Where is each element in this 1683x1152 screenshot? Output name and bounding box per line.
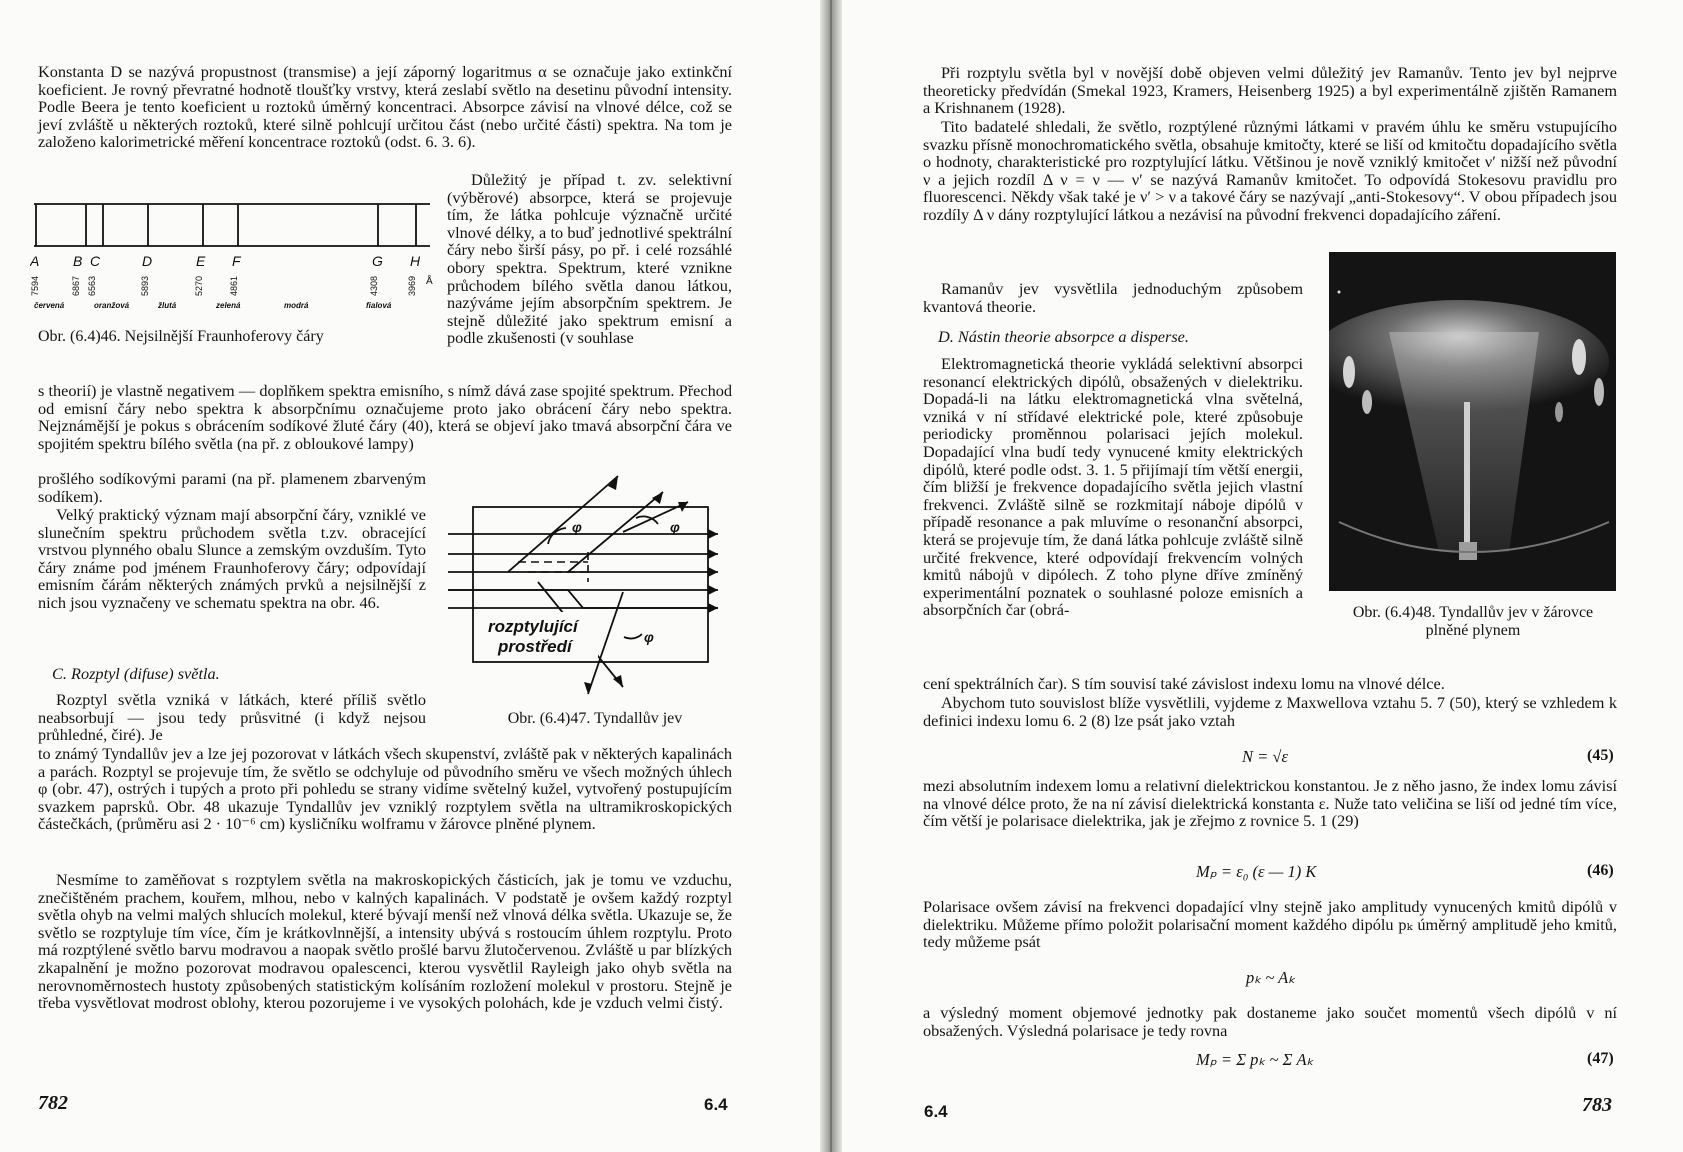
figure-48-caption: Obr. (6.4)48. Tyndallův jev v žárovce plněné plynem [1352, 604, 1594, 639]
fig46-wavelength-a: 7594 [30, 275, 40, 296]
equation-46-number: (46) [1587, 862, 1614, 879]
fig46-wavelength-b: 6867 [71, 275, 81, 296]
left-paragraph-4: prošlého sodíkovými parami (na př. plamenem zbarveným sodíkem). [38, 469, 426, 506]
figure-47-tyndall-diagram [448, 472, 728, 704]
right-paragraph-1: Při rozptylu světla byl v novější době objeven velmi důležitý jev Ramanův. Tento jev byl nejprve theoreticky předvídán (Smekal 1923, Kramers, Heisenberg 1925) a byl experimentálně zjištěn Ramanem a Krishnanem (1928). [923, 63, 1617, 118]
heading-c-scattering: C. Rozptyl (difuse) světla. [52, 664, 220, 683]
fig47-phi-3: φ [644, 629, 654, 645]
fig46-wavelength-d: 5893 [140, 275, 150, 296]
fig46-letter-c: C [90, 253, 101, 269]
equation-pk-ak: pₖ ~ Aₖ [1246, 968, 1296, 987]
left-paragraph-6: Rozptyl světla vzniká v látkách, které příliš světlo neabsorbují — jsou tedy průsvitné (i když nejsou průhledné, čiré). Je [38, 690, 426, 745]
fig47-phi-2: φ [670, 519, 680, 535]
fig47-label-line2: prostředí [498, 637, 572, 656]
left-paragraph-1: Konstanta D se nazývá propustnost (transmise) a její záporný logaritmus α se označuje jako extinkční koeficient. Je rovný převratné hodnotě tloušťky vrstvy, která zeslabí světlo na desetinu původní intensity. Podle Beera je tento koeficient u roztoků úměrný koncentraci. Absorpce závisí na vlnové délce, což se jeví zvláště u některých roztoků, které silně pohlcují určitou část (nebo určité části) spektra. Na tom je založeno kalorimetrické měření koncentrace roztoků (odst. 6. 3. 6). [38, 62, 732, 152]
right-paragraph-5: cení spektrálních čar). S tím souvisí také závislost indexu lomu na vlnové délce. [923, 674, 1445, 693]
right-page-number: 783 [1582, 1094, 1612, 1116]
right-section-number: 6.4 [924, 1102, 948, 1121]
fig46-letter-d: D [142, 253, 153, 269]
left-section-number: 6.4 [704, 1095, 728, 1114]
fig46-color-orange: oranžová [94, 301, 130, 310]
fig46-letter-a: A [30, 253, 40, 269]
fig46-color-blue: modrá [284, 301, 309, 310]
equation-47: Mₚ = Σ pₖ ~ Σ Aₖ [1196, 1050, 1314, 1069]
right-page [842, 0, 1683, 1152]
fig46-color-green: zelená [216, 301, 241, 310]
figure-46-fraunhofer-lines [30, 200, 440, 312]
fig46-color-yellow: žlutá [158, 301, 177, 310]
right-paragraph-4: Elektromagnetická theorie vykládá selektivní absorpci resonancí elektrických dipólů, obsažených v dielektriku. Dopadá-li na látku elektromagnetická vlna světelná, vzniká v ní střídavé elektrické pole, které způsobuje periodicky proměnnou polarisaci jejích molekul. Dopadající vlna budí tedy vynucené kmity elektrických dipólů, které podle odst. 3. 1. 5 přijímají tím větší energii, čím bližší je frekvence dopadajícího světla jejich vlastní frekvenci. Zvláště silně se rozkmitají náboje dipólů v případě resonance a pak mluvíme o resonanční absorpci, která se projevuje tím, že daná látka pohlcuje zvláště silně určité frekvence, které odpovídají frekvencím volných kmitů nábojů v dipólech. Z toho plyne dříve zmíněný experimentální poznatek o souhlasné poloze emisních a absorpčních čar (obrá- [923, 354, 1303, 620]
fig46-letter-h: H [410, 253, 421, 269]
fig46-wavelength-e: 5270 [194, 275, 204, 296]
figure-46-caption: Obr. (6.4)46. Nejsilnější Fraunhoferovy čáry [38, 328, 324, 345]
right-paragraph-9: a výsledný moment objemové jednotky pak dostaneme jako součet momentů všech dipólů v ní obsažených. Výsledná polarisace je tedy rovna [923, 1003, 1617, 1040]
right-paragraph-8: Polarisace ovšem závisí na frekvenci dopadající vlny stejně jako amplitudy vynucených kmitů dipólů v dielektriku. Můžeme přímo položit polarisační moment každého dipólu pₖ úměrný amplitudě jeho kmitů, tedy můžeme psát [923, 897, 1617, 952]
fig46-wavelength-f: 4861 [229, 275, 239, 296]
right-paragraph-3: Ramanův jev vysvětlila jednoduchým způsobem kvantová theorie. [923, 279, 1303, 316]
fig47-label-line1: rozptylující [488, 617, 578, 636]
figure-48-photo-gas-filled-bulb [1329, 252, 1616, 591]
equation-46: Mₚ = ε₀ (ε — 1) K [1196, 862, 1317, 881]
book-gutter [820, 0, 842, 1152]
left-page [0, 0, 820, 1152]
left-paragraph-5: Velký praktický význam mají absorpční čáry, vzniklé ve slunečním spektru průchodem světla t.zv. obracející vrstvou plynného obalu Slunce a zemským ovzduším. Tyto čáry známe pod jménem Fraunhoferovy čáry; odpovídají emisním čárám některých známých prvků a nejsilnější z nich jsou vyznačeny ve schematu spektra na obr. 46. [38, 505, 426, 612]
fig46-wavelength-g: 4308 [369, 275, 379, 296]
left-paragraph-8: Nesmíme to zaměňovat s rozptylem světla na makroskopických částicích, jak je tomu ve vzduchu, znečištěném prachem, kouřem, mlhou, nebo v kalných kapalinách. V podstatě je ovšem každý rozptyl světla ohyb na velmi malých shlucích molekul, které bývají menší než vlnová délka světla. Ukazuje se, že světlo se rozptyluje tím více, čím je krátkovlnnější, a intensity ubývá s rostoucím úhlem rozptylu. Proto má rozptýlené světlo barvu modravou a naopak světlo prošlé barvu žlutočervenou. Zvláště u par blízkých zkapalnění je možno pozorovat modravou opalescenci, kterou vysvětlil Rayleigh jako ohyb světla na nerovnoměrnostech hustoty způsobených statistickým kolísáním rozložení molekul v prostoru. Stejně je třeba vysvětlovat modrost oblohy, kterou pozorujeme i ve vysokých polohách, kde je vzduch velmi čistý. [38, 870, 732, 1013]
fig46-color-violet: fialová [366, 301, 392, 310]
heading-d-theory: D. Nástin theorie absorpce a disperse. [938, 327, 1189, 346]
figure-47-caption: Obr. (6.4)47. Tyndallův jev [507, 710, 683, 727]
right-paragraph-7: mezi absolutním indexem lomu a relativní dielektrickou konstantou. Je z něho jasno, že index lomu závisí na vlnové délce proto, že na ní závisí dielektrická konstanta ε. Nuže tato veličina se liší od jedné tím více, čím větší je polarisace dielektrika, jak je zřejmo z rovnice 5. 1 (29) [923, 776, 1617, 831]
left-paragraph-7: to známý Tyndallův jev a lze jej pozorovat v látkách všech skupenství, zvláště pak v některých kapalinách a parách. Rozptyl se projevuje tím, že světlo se odchyluje od původního směru ve všech možných úhlech φ (obr. 47), ostrých i tupých a proto při pohledu se strany vidíme světelný kužel, vytvořený postupujícím svazkem paprsků. Obr. 48 ukazuje Tyndallův jev vzniklý rozptylem světla na ultramikroskopických částečkách, (průměru asi 2 · 10⁻⁶ cm) kysličníku wolframu v žárovce plněné plynem. [38, 744, 732, 834]
fig46-color-red: červená [34, 301, 65, 310]
equation-45: N = √ε [1242, 747, 1288, 766]
left-paragraph-3: s theorií) je vlastně negativem — doplňkem spektra emisního, s nímž dává zase spojité spektrum. Přechod od emisní čáry nebo spektra k absorpčnímu označujeme proto jako obrácení čáry nebo spektra. Nejznámější je pokus s obrácením sodíkové žluté čáry (40), která se objeví jako tmavá absorpční čára ve spojitém spektru bílého světla (na př. z obloukové lampy) [38, 381, 732, 453]
equation-47-number: (47) [1587, 1050, 1614, 1067]
fig46-angstrom: Å [426, 276, 433, 287]
equation-45-number: (45) [1587, 747, 1614, 764]
fig46-letter-f: F [232, 253, 241, 269]
fig46-wavelength-c: 6563 [87, 275, 97, 296]
fig46-letter-g: G [372, 253, 383, 269]
right-paragraph-2-top: Tito badatelé shledali, že světlo, rozptýlené různými látkami v pravém úhlu ke směru vstupujícího svazku přísně monochromatického světla, obsahuje kmitočty, které se liší od kmitočtu dopadajícího světla o hodnoty, charakteristické pro rozptylující látku. Většinou je nově vzniklý kmitočet ν′ nižší než původní ν a jejich rozdíl Δ ν = ν — ν′ se nazývá Ramanův kmitočet. To odpovídá Stokesovu pravidlu pro fluorescenci. Někdy však také je ν′ > ν a takové čáry se nazývají „anti-Stokesovy“. V obou případech jsou rozdíly Δ ν dány rozptylující látkou a nezávisí na původní frekvenci dopadajícího záření. [923, 117, 1617, 224]
fig46-wavelength-h: 3969 [407, 275, 417, 296]
left-page-number: 782 [38, 1092, 68, 1114]
left-paragraph-2: Důležitý je případ t. zv. selektivní (výběrové) absorpce, která se projevuje tím, že látka pohlcuje význačně určité vlnové délky, a to buď jednotlivé spektrální čáry nebo širší pásy, po př. i celé rozsáhlé obory spektra. Spektrum, které vznikne průchodem bílého světla danou látkou, nazýváme jejím absorpčním spektrem. Je stejně důležité jako spektrum emisní a podle zkušenosti (v souhlase [447, 170, 732, 348]
fig47-phi-1: φ [572, 519, 582, 535]
fig46-letter-e: E [196, 253, 206, 269]
bulb-photo-illustration [1329, 252, 1616, 591]
fig46-letter-b: B [73, 253, 83, 269]
right-paragraph-6: Abychom tuto souvislost blíže vysvětlili, vyjdeme z Maxwellova vztahu 5. 7 (50), který se vzhledem k definici indexu lomu 6. 2 (8) lze psát jako vztah [923, 693, 1617, 730]
